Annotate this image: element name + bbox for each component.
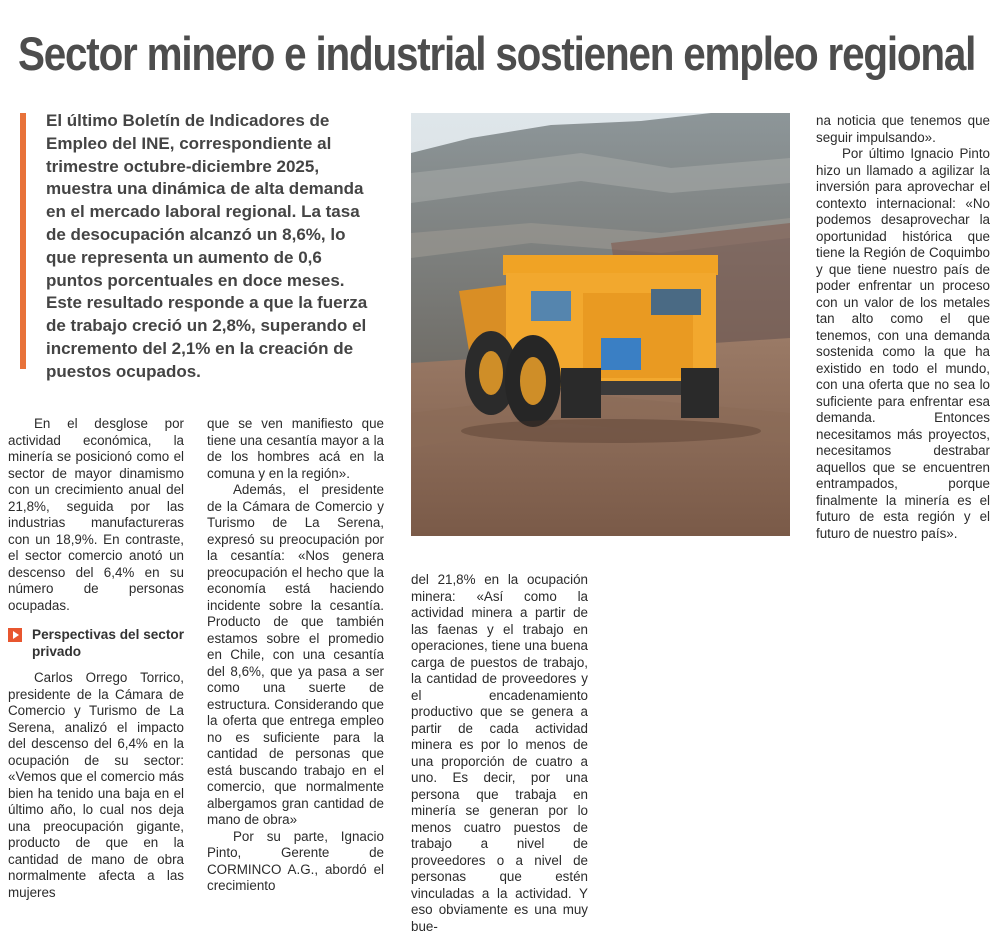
col2-paragraph-2: Además, el presidente de la Cámara de Comercio y Turismo de La Serena, expresó su preocupación por la cesantía: «Nos genera preocupación el hecho que la economía está haciendo incidente sobre la cesantía. Producto de que también estamos sobre el promedio en Chile, con una cesantía del 8,6%, que ya pasa a ser como una suerte de estructura. Considerando que la oferta que entrega empleo no es suficiente para la cantidad de personas que está buscando trabajo en el comercio, que normalmente albergamos gran cantidad de mano de obra» <box>207 482 384 827</box>
subhead-text: Perspectivas del sector privado <box>32 627 184 659</box>
headline: Sector minero e industrial sostienen empleo regional <box>18 27 976 80</box>
col1-paragraph-1: En el desglose por actividad económica, la minería se posicionó como el sector de mayor dinamismo con un crecimiento anual del 21,8%, seguida por las industrias manufactureras con un 18,9%. En contraste, el sector comercio anotó un descenso del 6,4% en su número de personas ocupadas. <box>8 416 184 613</box>
lead-accent-bar <box>20 113 26 369</box>
column-3 <box>411 572 588 935</box>
play-triangle-icon <box>8 628 22 642</box>
lead-paragraph: El último Boletín de Indicadores de Empleo del INE, correspondiente al trimestre octubre-diciembre 2025, muestra una dinámica de alta demanda en el mercado laboral regional. La tasa de desocupación alcanzó un 8,6%, lo que representa un aumento de 0,6 puntos porcentuales en doce meses. Este resultado responde a que la fuerza de trabajo creció un 2,8%, superando el incremento del 2,1% en la creación de puestos ocupados. <box>46 111 368 381</box>
column-4 <box>816 113 990 542</box>
col4-paragraph-2: Por último Ignacio Pinto hizo un llamado a agilizar la inversión para aprovechar el contexto internacional: «No podemos desaprovechar la oportunidad histórica que tiene la Región de Coquimbo y que tiene nuestro país de poder enfrentar un proceso con un valor de los metales tan alto como el que tenemos, con una demanda sostenida como la que ha existido en todo el mundo, con una oferta que no sea lo suficiente para enfrentar esa demanda. Entonces necesitamos más proyectos, necesitamos destrabar aquellos que se encuentren entrampados, porque finalmente la minería es el futuro de esta región y el futuro de nuestro país». <box>816 146 990 541</box>
col3-paragraph-1: del 21,8% en la ocupación minera: «Así como la actividad minera a partir de las faenas y el trabajo en operaciones, tiene una buena carga de puestos de trabajo, la cantidad de proveedores y el encadenamiento productivo que se genera a partir de cada actividad minera es por lo menos de una proporción de cuatro a uno. Es decir, por una persona que trabaja en minería se generan por lo menos cuatro puestos de trabajo a nivel de proveedores o a nivel de personas que estén vinculadas a la actividad. Y eso obviamente es una muy bue- <box>411 572 588 934</box>
mining-haul-truck-photo <box>411 113 790 536</box>
column-1 <box>8 416 184 901</box>
col1-paragraph-2: Carlos Orrego Torrico, presidente de la Cámara de Comercio y Turismo de La Serena, analizó el impacto del descenso del 6,4% en la ocupación de su sector: «Vemos que el comercio más bien ha tenido una baja en el último año, lo cual nos deja una preocupación gigante, producto de que en la cantidad de mano de obra normalmente afecta a las mujeres <box>8 670 184 900</box>
col2-paragraph-1: que se ven manifiesto que tiene una cesantía mayor a la de los hombres acá en la comuna y en la región». <box>207 416 384 481</box>
col2-paragraph-3: Por su parte, Ignacio Pinto, Gerente de CORMINCO A.G., abordó el crecimiento <box>207 828 384 893</box>
section-subhead <box>8 626 184 660</box>
column-2 <box>207 416 384 895</box>
col4-paragraph-1: na noticia que tenemos que seguir impulsando». <box>816 113 990 145</box>
